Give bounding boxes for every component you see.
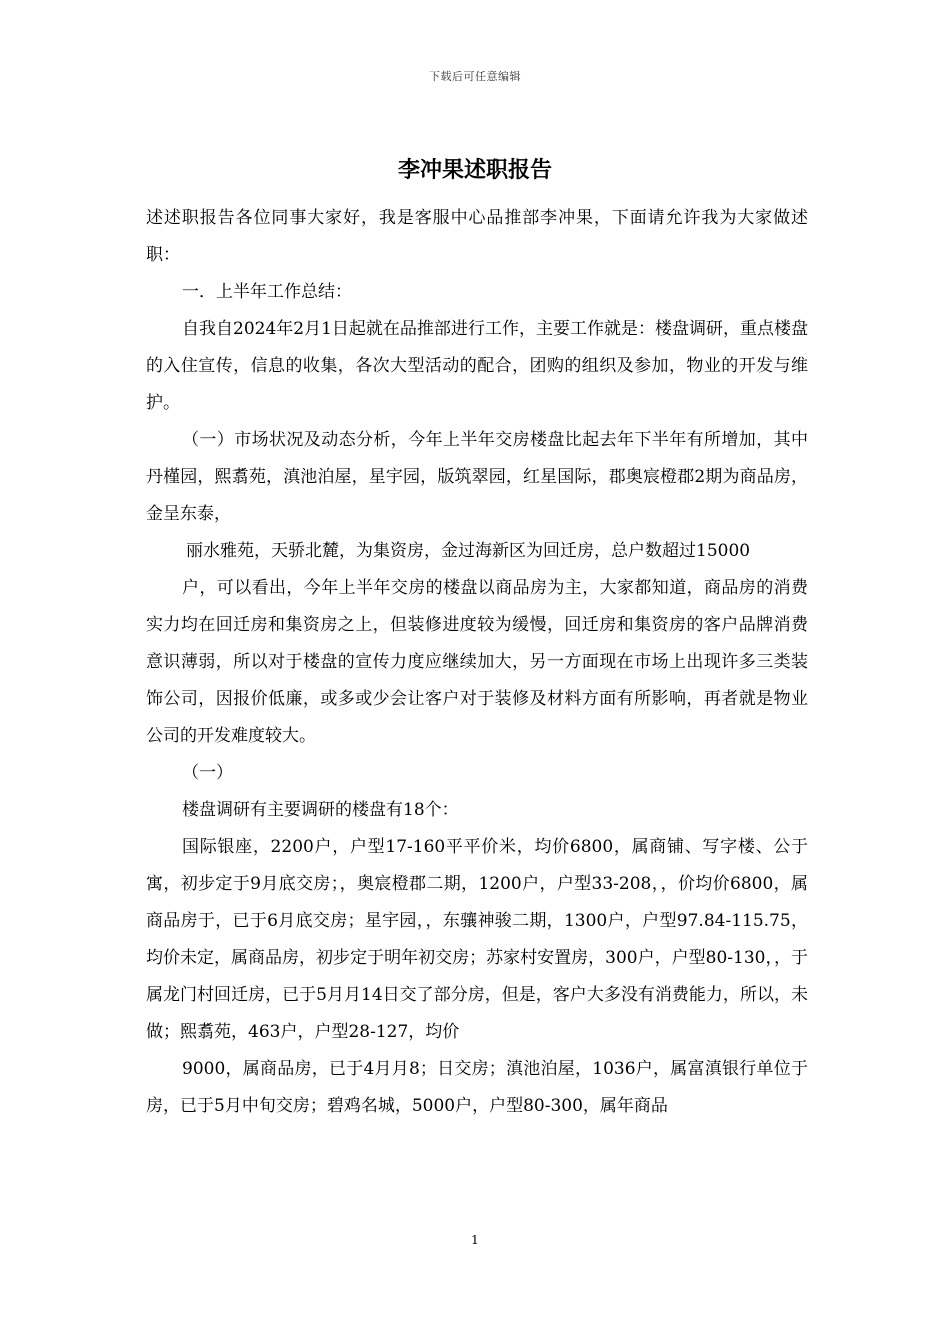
document-title: 李冲果述职报告	[397, 158, 552, 183]
paragraph-intro: 述述职报告各位同事大家好，我是客服中心品推部李冲果，下面请允许我为大家做述职：	[146, 208, 808, 265]
paragraph-survey-intro: 楼盘调研有主要调研的楼盘有18个：	[182, 800, 459, 820]
page-number: 1	[471, 1233, 479, 1247]
header-note: 下载后可任意编辑	[429, 70, 521, 83]
paragraph-subheading: （一）	[182, 763, 233, 783]
paragraph-market-analysis: （一）市场状况及动态分析，今年上半年交房楼盘比起去年下半年有所增加，其中丹槿园，熙翥苑，滇池泊屋，星宇园，版筑翠园，红星国际，郡奥宸橙郡2期为商品房，金呈东泰，	[146, 430, 808, 524]
paragraph-market-analysis-cont: 丽水雅苑，天骄北麓，为集资房，金过海新区为回迁房，总户数超过15000	[186, 541, 751, 561]
paragraph-survey-details-cont: 9000，属商品房，已于4月月8；日交房；滇池泊屋，1036户，属富滇银行单位于房，已于5月中旬交房；碧鸡名城，5000户，户型80-300，属年商品	[146, 1059, 808, 1116]
document-body	[146, 200, 808, 1125]
paragraph-survey-details: 国际银座，2200户，户型17-160平平价米，均价6800，属商铺、写字楼、公于寓，初步定于9月底交房；，奥宸橙郡二期，1200户，户型33-208，，价均价6800，属商品房于，已于6月底交房；星宇园，，东骧神骏二期，1300户，户型97.84-115.75，均价未定，属商品房，初步定于明年初交房；苏家村安置房，300户，户型80-130，，于属龙门村回迁房，已于5月月14日交了部分房，但是，客户大多没有消费能力，所以，未做；熙翥苑，463户，户型28-127，均价	[146, 837, 808, 1042]
paragraph-market-conclusion: 户，可以看出，今年上半年交房的楼盘以商品房为主，大家都知道，商品房的消费实力均在回迁房和集资房之上，但装修进度较为缓慢，回迁房和集资房的客户品牌消费意识薄弱，所以对于楼盘的宣传力度应继续加大，另一方面现在市场上出现许多三类装饰公司，因报价低廉，或多或少会让客户对于装修及材料方面有所影响，再者就是物业公司的开发难度较大。	[146, 578, 808, 746]
paragraph-section-heading: 一．上半年工作总结：	[182, 282, 352, 302]
paragraph-work-summary: 自我自2024年2月1日起就在品推部进行工作，主要工作就是：楼盘调研，重点楼盘的入住宣传，信息的收集，各次大型活动的配合，团购的组织及参加，物业的开发与维护。	[146, 319, 808, 413]
